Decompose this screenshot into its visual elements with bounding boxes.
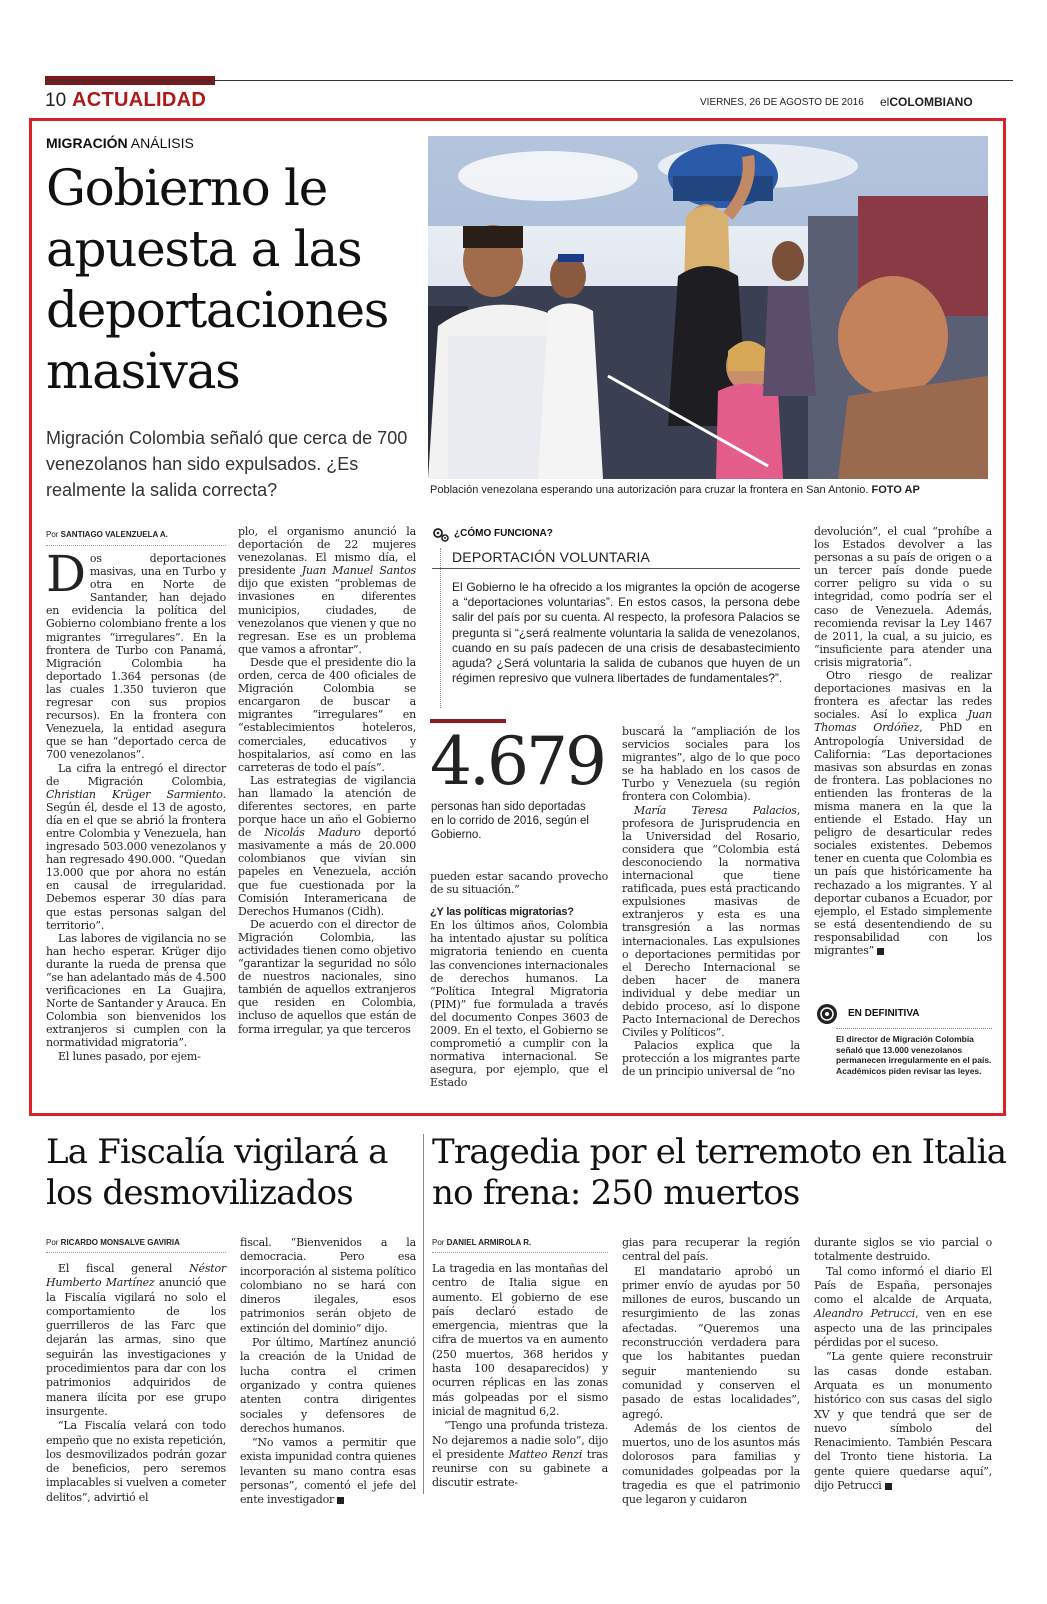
story2-byline xyxy=(46,1238,180,1247)
main-paragraph: Desde que el presidente dio la orden, cerca de 400 oficiales de Migración Colombia se encargaron de buscar a migrantes “irregulares” en “establecimientos hoteleros, comerciales, educativos y hospitalarios, así como en las carreteras de todo el país”. xyxy=(238,655,416,774)
byline-author: DANIEL ARMIROLA R. xyxy=(446,1238,532,1247)
story3-column-1 xyxy=(432,1262,608,1491)
newspaper-name xyxy=(880,95,973,109)
main-paragraph: Las labores de vigilancia no se han hecho esperar. Krüger dijo durante la rueda de prensa que “se han adelantado más de 4.500 verificaciones en La Guajira, Norte de Santander y Arauca. En Colombia son bienvenidos los extranjeros si cumplen con la normatividad migratoria”. xyxy=(46,931,226,1050)
date-line: VIERNES, 26 DE AGOSTO DE 2016 xyxy=(700,97,864,108)
summary-kicker: EN DEFINITIVA xyxy=(848,1008,920,1019)
main-paragraph xyxy=(622,804,800,1040)
story3-paragraph-text: , ven en ese aspecto una de las principales pérdidas por el suceso. xyxy=(814,1307,992,1350)
person-name: Christian Krüger Sarmiento xyxy=(46,787,223,801)
main-paragraph-text: deportó masivamente a más de 20.000 colombianos que vivían sin papeles en Venezuela, acción que fue cuestionada por la Comisión Interamericana de Derechos Humanos (Cidh). xyxy=(238,826,416,918)
end-mark xyxy=(877,948,884,955)
person-name: Juan Manuel Santos xyxy=(301,564,416,578)
main-column-3 xyxy=(430,870,608,1090)
main-paragraph-text: dijo que existen “problemas de invasiones en diferentes municipios, ciudades, de venezolanos que vienen y que no regresan. Ese es un problema que vamos a afrontar”. xyxy=(238,577,416,656)
how-it-works-kicker: ¿CÓMO FUNCIONA? xyxy=(454,528,553,539)
person-name: Aleandro Petrucci xyxy=(814,1307,916,1321)
summary-text: El director de Migración Colombia señaló que 13.000 venezolanos permanecen irregularmente en el país. Académicos piden revisar las leyes. xyxy=(836,1034,992,1076)
end-mark xyxy=(337,1497,344,1504)
kicker-type: ANÁLISIS xyxy=(127,135,194,151)
byline-divider xyxy=(432,1252,608,1253)
story3-column-3 xyxy=(814,1236,992,1493)
main-photo xyxy=(428,136,988,479)
person-name: Matteo Renzi xyxy=(508,1447,583,1461)
crowd-photo-illustration xyxy=(428,136,988,479)
byline-author: RICARDO MONSALVE GAVIRIA xyxy=(60,1238,180,1247)
story3-paragraph xyxy=(814,1350,992,1493)
main-column-5 xyxy=(814,525,992,957)
byline-por: Por xyxy=(432,1238,447,1247)
big-number: 4.679 xyxy=(430,723,604,800)
story3-paragraph: durante siglos se vio parcial o totalmente destruido. xyxy=(814,1236,992,1264)
main-paragraph: buscará la “ampliación de los servicios sociales para los migrantes”, algo de lo que poco se ha hablado en los casos de Turbo y Venezuela (su región frontera con Colombia). xyxy=(622,725,800,804)
drop-cap: D xyxy=(46,545,86,603)
story3-paragraph: El mandatario aprobó un primer envío de ayudas por 50 millones de euros, buscando un resurgimiento de las zonas afectadas. “Queremos una reconstrucción verdadera para que los habitantes puedan seguir manteniendo su comunidad y conserven el pasado de estas localidades”, agregó. xyxy=(622,1264,800,1421)
main-paragraph xyxy=(46,762,226,932)
main-paragraph: De acuerdo con el director de Migración Colombia, las actividades tienen como objetivo “garantizar la seguridad no sólo de nuestros nacionales, sino también de aquellos extranjeros que residen en Colombia, incluso de aquellos que están de forma irregular, ya que terceros xyxy=(238,917,416,1036)
big-number-caption: personas han sido deportadas en lo corrido de 2016, según el Gobierno. xyxy=(431,801,589,841)
story3-paragraph: gias para recuperar la región central del país. xyxy=(622,1236,800,1264)
main-paragraph: Palacios explica que la protección a los migrantes parte de un principio universal de “no xyxy=(622,1039,800,1079)
subheading: ¿Y las políticas migratorias? xyxy=(430,906,574,919)
story2-headline: La Fiscalía vigilará a los desmovilizados xyxy=(46,1132,388,1213)
story3-paragraph-text: “Tengo una profunda tristeza. No dejaremos a nadie solo”, dijo el presidente xyxy=(432,1419,608,1461)
story2-paragraph xyxy=(46,1262,226,1419)
gears-icon xyxy=(432,526,450,544)
person-name: María Teresa Palacios xyxy=(634,803,797,817)
main-headline: Gobierno le apuesta a las deportaciones masivas xyxy=(46,159,389,400)
summary-rule xyxy=(836,1028,992,1029)
byline-por: Por xyxy=(46,530,61,539)
story3-paragraph: Además de los cientos de muertos, uno de los asuntos más dolorosos para familias y comunidades golpeadas por la tragedia es que el patrimonio que legaron y cuidaron xyxy=(622,1421,800,1507)
story2-paragraph: Por último, Martínez anunció la creación de la Unidad de lucha contra el crimen organizado y contra quienes atenten contra dirigentes sociales y defensores de derechos humanos. xyxy=(240,1336,416,1435)
person-name: Nicolás Maduro xyxy=(264,826,361,840)
main-paragraph: pueden estar sacando provecho de su situación.” xyxy=(430,870,608,897)
story3-headline: Tragedia por el terremoto en Italia no frena: 250 muertos xyxy=(432,1132,1007,1213)
story3-paragraph: La tragedia en las montañas del centro de Italia sigue en aumento. El gobierno de ese país declaró estado de emergencia, mientras que la cifra de muertos va en aumento (250 muertos, 368 heridos y hasta 100 desaparecidos) y ocurren réplicas en las zonas más golpeadas por el sismo inicial de magnitud 6,2. xyxy=(432,1262,608,1418)
main-paragraph xyxy=(238,774,416,918)
summary-icon xyxy=(816,1003,838,1025)
paper-title: COLOMBIANO xyxy=(889,95,973,109)
caption-credit: FOTO AP xyxy=(871,484,920,496)
story2-column-1 xyxy=(46,1262,226,1505)
story3-paragraph-text: tras reunirse con su gabinete a discutir estrate- xyxy=(432,1447,608,1490)
how-it-works-side-rule xyxy=(440,548,441,708)
story3-paragraph xyxy=(814,1265,992,1351)
main-paragraph-text: Las estrategias de vigilancia han llamado la atención de diferentes sectores, en parte porque hace un año el Gobierno de xyxy=(238,773,416,840)
caption-text: Población venezolana esperando una autorización para cruzar la frontera en San Antonio. xyxy=(430,484,869,496)
header-rule xyxy=(45,80,1013,81)
photo-caption xyxy=(430,484,990,496)
main-paragraph-text: , profesora de Jurisprudencia en la Universidad del Rosario, considera que “Colombia está desconociendo la normativa internacional que tiene ratificada, pues está practicando expulsiones masivas de extranjeros y esta es una transgresión a las normas internacionales. Las expulsiones o deportaciones permitidas por el Derecho Internacional se deben hacer de manera individual y debe mediar un debido proceso, así lo dispone Pacto Internacional de Derechos Civiles y Políticos”. xyxy=(622,803,800,1040)
how-it-works-title: DEPORTACIÓN VOLUNTARIA xyxy=(452,549,651,565)
main-column-2 xyxy=(238,525,416,1036)
story2-paragraph-text: El fiscal general xyxy=(58,1262,190,1275)
byline-author: SANTIAGO VALENZUELA A. xyxy=(60,530,168,539)
main-paragraph-text: , PhD en Antropología Universidad de California: “Las deportaciones masivas son absurdas en zonas de frontera. Las poblaciones no entienden las fronteras de la misma manera en la que la entiende el Estado. Hay un peligro de desarticular redes sociales existentes. Debemos tener en cuenta que Colombia es un país que históricamente ha rechazado a los migrantes. Y al deportar cubanos a Ecuador, por ejemplo, el Estado simplemente se está desentendiendo de su responsabilidad con los migrantes” xyxy=(814,721,992,957)
story2-paragraph-text: anunció que la Fiscalía vigilará no solo el comportamiento de los guerrilleros de las Farc que dejarán las armas, sino que seguirán las investigaciones y procedimientos para dar con los patrimonios adquiridos de manera ilícita por ese grupo insurgente. xyxy=(46,1276,226,1418)
end-mark xyxy=(885,1483,892,1490)
main-deck: Migración Colombia señaló que cerca de 700 venezolanos han sido expulsados. ¿Es realmente la salida correcta? xyxy=(46,428,408,500)
story3-paragraph xyxy=(432,1419,608,1490)
main-paragraph-text: os deportaciones masivas, una en Turbo y otra en Norte de Santander, han dejado en evidencia la política del Gobierno colombiano frente a los migrantes “irregulares”. En la frontera de Turbo con Panamá, Migración Colombia ha deportado 1.364 personas (de las cuales 1.350 tuvieron que regresar con sus propios recursos). En la frontera con Venezuela, la entidad asegura que se han “deportado cerca de 700 venezolanos”. xyxy=(46,552,226,762)
main-paragraph-text: La cifra la entregó el director de Migración Colombia, xyxy=(46,761,226,788)
how-it-works-text: El Gobierno le ha ofrecido a los migrantes la opción de acogerse a “deportaciones voluntarias”. En estos casos, la persona debe salir del país por su cuenta. Al respecto, la profesora Palacios se pregunta si “¿será realmente voluntaria la salida de venezolanos, cuando en su país padecen de una crisis de desabastecimiento aguda? ¿Será voluntaria la salida de cubanos que huyen de un régimen represivo que vulnera libertades de fundamentales?”. xyxy=(452,580,800,686)
main-paragraph xyxy=(238,525,416,656)
main-paragraph-text: Otro riesgo de realizar deportaciones masivas en la frontera es afectar las redes sociales. Así lo explica xyxy=(814,669,992,722)
story-separator xyxy=(423,1134,424,1494)
person-name: Néstor Humberto Martínez xyxy=(46,1262,226,1290)
story3-byline xyxy=(432,1238,531,1247)
main-paragraph-text: . Según él, desde el 13 de agosto, día en el que se abrió la frontera entre Colombia y Venezuela, han ingresado 503.000 venezolanos y han regresado 490.000. “Quedan 13.000 que por ahora no están en causal de irregularidad. Debemos esperar 30 días para que estas personas salgan del territorio”. xyxy=(46,787,226,932)
story2-paragraph: fiscal. “Bienvenidos a la democracia. Pero esa incorporación al sistema político colombiano no se hará con dineros ilegales, esos patrimonios serán objeto de extinción del dominio” dijo. xyxy=(240,1236,416,1335)
section-title: ACTUALIDAD xyxy=(72,89,207,111)
story2-paragraph-text: “No vamos a permitir que exista impunidad contra quienes levanten su mano contra esas personas”, comentó el jefe del ente investigador xyxy=(240,1436,416,1507)
main-column-4 xyxy=(622,725,800,1079)
main-paragraph: En los últimos años, Colombia ha intentado ajustar su política migratoria teniendo en cuenta las convenciones internacionales de derechos humanos. La “Política Integral Migratoria (PIM)” fue formulada a través del documento Conpes 3603 de 2009. En el texto, el Gobierno se comprometió a cumplir con la normativa internacional. Se asegura, por ejemplo, que el Estado xyxy=(430,919,608,1090)
story2-column-2 xyxy=(240,1236,416,1508)
story3-paragraph-text: “La gente quiere reconstruir las casas donde estaban. Arquata es un monumento histórico con sus casas del siglo XV y que tendrá que ser de nuevo símbolo del Renacimiento. También Pescara del Tronto tiene historia. La gente quiere quedarse aquí”, dijo Petrucci xyxy=(814,1350,992,1493)
byline-divider xyxy=(46,1252,226,1253)
story2-paragraph xyxy=(240,1436,416,1507)
main-kicker xyxy=(46,135,194,151)
story3-paragraph-text: Tal como informó el diario El País de España, personajes como el alcalde de Arquata, xyxy=(814,1264,992,1307)
page-number: 10 xyxy=(45,90,67,111)
person-name: Juan Thomas Ordóñez xyxy=(814,708,992,735)
kicker-topic: MIGRACIÓN xyxy=(46,135,128,151)
main-paragraph-text: plo, el organismo anunció la deportación de 22 mujeres venezolanas. El mismo día, el presidente xyxy=(238,525,416,578)
main-column-1 xyxy=(46,545,226,1063)
byline-por: Por xyxy=(46,1238,61,1247)
story3-column-2 xyxy=(622,1236,800,1508)
how-it-works-rule xyxy=(432,568,800,569)
main-paragraph: El lunes pasado, por ejem- xyxy=(58,1049,201,1063)
main-byline xyxy=(46,530,168,539)
story2-paragraph: “La Fiscalía velará con todo empeño que no exista repetición, los desmovilizados podrán gozar de beneficios, pero seremos implacables si vuelven a cometer delitos”, advirtió el xyxy=(46,1419,226,1504)
main-paragraph xyxy=(46,545,226,762)
main-paragraph: devolución”, el cual “prohíbe a los Estados devolver a las personas a su país de origen o a un tercer país donde puede correr peligro su vida o su integridad, como podría ser el caso de Venezuela. Además, recomienda revisar la Ley 1467 de 2011, la cual, a su juicio, es “insuficiente para atender una crisis migratoria”. xyxy=(814,525,992,669)
paper-prefix: el xyxy=(880,95,890,109)
main-paragraph xyxy=(814,669,992,957)
